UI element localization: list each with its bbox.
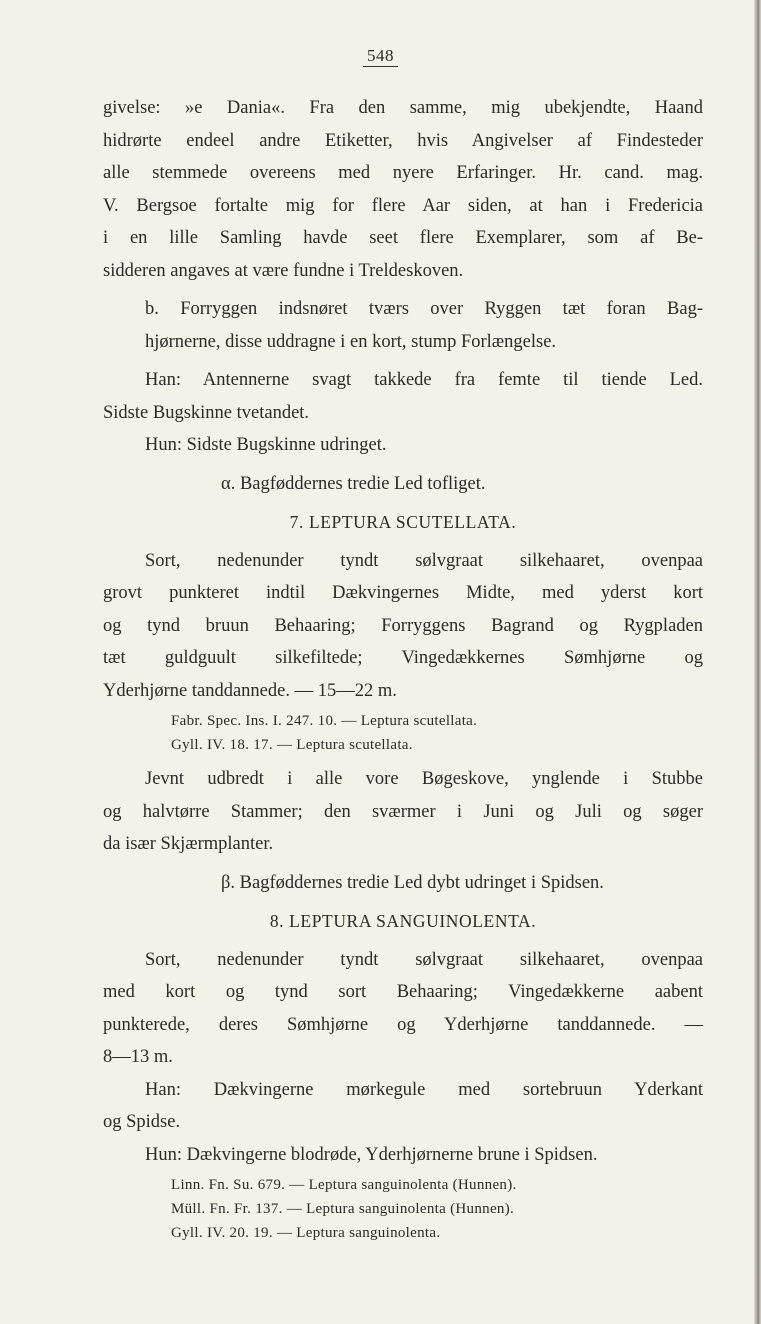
text-line: b. Forryggen indsnøret tværs over Ryggen tæt foran Bag-	[145, 299, 703, 319]
references-8	[103, 1173, 703, 1245]
text-line: grovt punkteret indtil Dækvingernes Midte, med yderst kort	[103, 583, 703, 603]
text-line: 8—13 m.	[103, 1047, 173, 1067]
text-line: Sidste Bugskinne tvetandet.	[103, 402, 310, 423]
text-line: V. Bergsoe fortalte mig for flere Aar siden, at han i Fredericia	[103, 195, 703, 216]
reference-line: Gyll. IV. 18. 17. — Leptura scutellata.	[171, 737, 413, 753]
paragraph-han	[103, 364, 703, 429]
reference-line: Linn. Fn. Su. 679. — Leptura sanguinolenta (Hunnen).	[171, 1177, 517, 1193]
subgroup-alpha: α. Bagføddernes tredie Led tofliget.	[221, 473, 486, 494]
reference-line: Müll. Fn. Fr. 137. — Leptura sanguinolenta (Hunnen).	[171, 1201, 515, 1217]
text-line: punkterede, deres Sømhjørne og Yderhjørne tanddannede. —	[103, 1014, 703, 1035]
section-b	[103, 293, 703, 358]
text-line: Jevnt udbredt i alle vore Bøgeskove, ynglende i Stubbe	[145, 769, 703, 789]
references-7	[103, 709, 703, 757]
text-line: med kort og tynd sort Behaaring; Vingedækkerne aabent	[103, 982, 703, 1002]
text-line: tæt guldguult silkefiltede; Vingedækkernes Sømhjørne og	[103, 648, 703, 668]
text-line: i en lille Samling havde seet flere Exemplarer, som af Be-	[103, 228, 703, 248]
paragraph-han-8	[103, 1074, 703, 1139]
habitat-7	[103, 763, 703, 861]
reference-line: Gyll. IV. 20. 19. — Leptura sanguinolenta.	[171, 1225, 441, 1241]
species-heading-7: 7. LEPTURA SCUTELLATA.	[289, 512, 517, 532]
reference-line: Fabr. Spec. Ins. I. 247. 10. — Leptura scutellata.	[171, 713, 478, 729]
text-line: Han: Antennerne svagt takkede fra femte til tiende Led.	[145, 370, 703, 390]
species-description-8	[103, 944, 703, 1074]
text-line: givelse: »e Dania«. Fra den samme, mig ubekjendte, Haand	[103, 98, 703, 118]
text-line: Sort, nedenunder tyndt sølvgraat silkehaaret, ovenpaa	[145, 949, 703, 970]
text-line: og halvtørre Stammer; den sværmer i Juni og Juli og søger	[103, 801, 703, 822]
text-line: da især Skjærmplanter.	[103, 834, 274, 854]
text-line: og tynd bruun Behaaring; Forryggens Bagrand og Rygpladen	[103, 615, 703, 636]
species-description-7	[103, 545, 703, 708]
paragraph-provenance	[103, 92, 703, 287]
text-line: Yderhjørne tanddannede. — 15—22 m.	[103, 680, 397, 701]
text-line: hidrørte endeel andre Etiketter, hvis Angivelser af Findesteder	[103, 130, 703, 151]
text-line: sidderen angaves at være fundne i Treldeskoven.	[103, 260, 464, 281]
page-number: 548	[0, 46, 761, 66]
page-edge-shadow	[754, 0, 761, 1324]
text-line: alle stemmede overeens med nyere Erfaringer. Hr. cand. mag.	[103, 163, 703, 183]
subgroup-beta: β. Bagføddernes tredie Led dybt udringet i Spidsen.	[221, 872, 604, 893]
page-body	[103, 92, 703, 1251]
species-heading-8: 8. LEPTURA SANGUINOLENTA.	[269, 911, 537, 931]
paragraph-hun: Hun: Sidste Bugskinne udringet.	[145, 435, 387, 455]
paragraph-hun-8: Hun: Dækvingerne blodrøde, Yderhjørnerne brune i Spidsen.	[145, 1144, 598, 1165]
text-line: hjørnerne, disse uddragne i en kort, stump Forlængelse.	[145, 331, 557, 352]
text-line: Han: Dækvingerne mørkegule med sortebruun Yderkant	[145, 1079, 703, 1100]
text-line: og Spidse.	[103, 1112, 181, 1132]
text-line: Sort, nedenunder tyndt sølvgraat silkehaaret, ovenpaa	[145, 550, 703, 571]
